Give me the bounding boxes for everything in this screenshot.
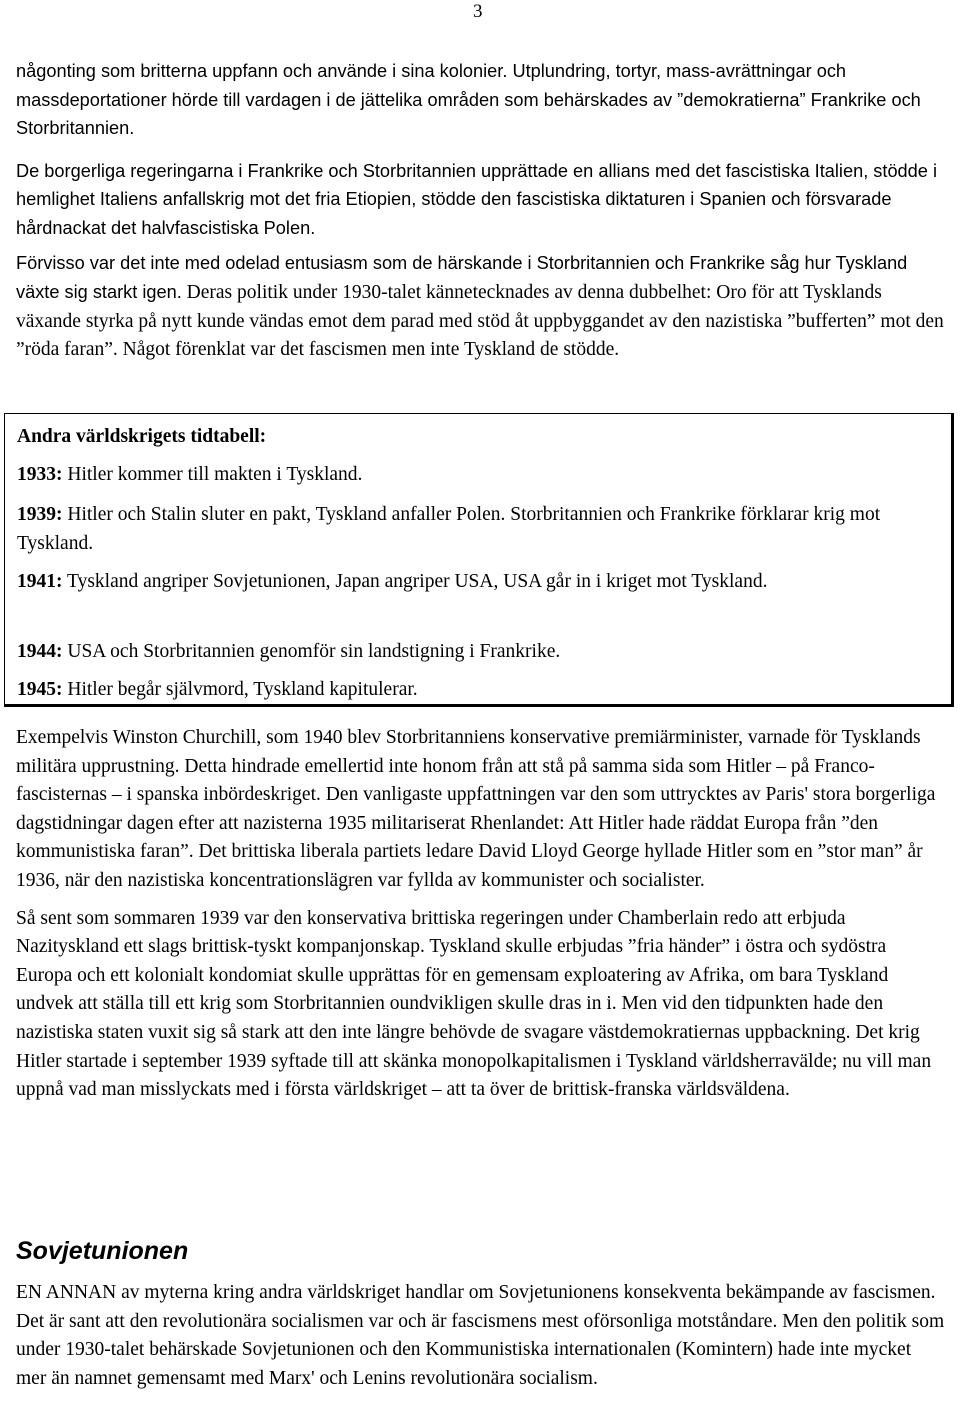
- timeline-box: [4, 413, 954, 707]
- timeline-entry-1939: [17, 501, 942, 558]
- timeline-title: Andra världskrigets tidtabell:: [17, 426, 267, 447]
- timeline-text: Tyskland angriper Sovjetunionen, Japan angriper USA, USA går in i kriget mot Tyskland.: [62, 571, 768, 592]
- timeline-year: 1941:: [17, 571, 63, 592]
- section-heading: Sovjetunionen: [16, 1237, 189, 1265]
- article-body-lower: [16, 724, 946, 1105]
- page-number: 3: [473, 1, 483, 22]
- timeline-text: Hitler kommer till makten i Tyskland.: [62, 464, 363, 485]
- timeline-year: 1933:: [17, 464, 63, 485]
- article-body-soviet: [16, 1279, 946, 1393]
- paragraph-churchill: Exempelvis Winston Churchill, som 1940 blev Storbritanniens konservative premiärminister, varnade för Tysklands militära upprustning. Detta hindrade emellertid inte honom från att stå på samma sida som Hitler – på Franco-fascisternas – i spanska inbördeskriget. Den vanligaste uppfattningen var den som uttrycktes av Paris' stora borgerliga dagstidningar dagen efter att nazisterna 1935 militariserat Rhenlandet: Att Hitler hade räddat Europa från ”den kommunistiska faran”. Det brittiska liberala partiets ledare David Lloyd George hyllade Hitler som en ”stor man” år 1936, när den nazistiska koncentrationslägren var fyllda av kommunister och socialister.: [16, 727, 936, 891]
- paragraph-ambivalence: [16, 249, 946, 365]
- timeline-text: Hitler begår självmord, Tyskland kapitulerar.: [62, 679, 418, 700]
- paragraph-alliance: De borgerliga regeringarna i Frankrike och Storbritannien upprättade en allians med det fascistiska Italien, stödde i hemlighet Italiens anfallskrig mot det fria Etiopien, stödde den fascistiska diktaturen i Spanien och försvarade hårdnackat det halvfascistiska Polen.: [16, 160, 937, 238]
- paragraph-ambivalence-serif: Deras politik under 1930-talet kännetecknades av denna dubbelhet: Oro för att Tysklands växande styrka på nytt kunde vändas emot dem parad med stöd åt uppbyggandet av den nazistiska ”bufferten” mot den ”röda faran”. Något förenklat var det fascismen men inte Tyskland de stödde.: [16, 282, 944, 361]
- timeline-year: 1945:: [17, 679, 63, 700]
- paragraph-chamberlain: Så sent som sommaren 1939 var den konservativa brittiska regeringen under Chamberlain redo att erbjuda Nazityskland ett slags brittisk-tyskt kompanjonskap. Tyskland skulle erbjudas ”fria händer” i östra och sydöstra Europa och ett kolonialt kondomiat skulle upprättas för en gemensam exploatering av Afrika, om bara Tyskland undvek att ställa till ett krig som Storbritannien oundvikligen skulle dras in i. Men vid den tidpunkten hade den nazistiska staten vuxit sig så stark att den inte längre behövde de svagare västdemokratiernas uppbackning. Det krig Hitler startade i september 1939 syftade till att skänka monopolkapitalismen i Tyskland världsherravälde; nu vill man uppnå vad man misslyckats med i första världskriget – att ta över de brittisk-franska världsväldena.: [16, 907, 932, 1101]
- paragraph-soviet: EN ANNAN av myterna kring andra världskriget handlar om Sovjetunionens konsekventa bekämpande av fascismen. Det är sant att den revolutionära socialismen var och är fascismens mest oförsonliga motståndare. Men den politik som under 1930-talet behärskade Sovjetunionen och den Kommunistiska internationalen (Komintern) hade inte mycket mer än namnet gemensamt med Marx' och Lenins revolutionära socialism.: [16, 1282, 945, 1389]
- timeline-text: USA och Storbritannien genomför sin landstigning i Frankrike.: [62, 641, 561, 662]
- timeline-entry-1933: [17, 461, 942, 490]
- paragraph-colonies: någonting som britterna uppfann och använde i sina kolonier. Utplundring, tortyr, mass-avrättningar och massdeportationer hörde till vardagen i de jättelika områden som behärskades av ”demokratierna” Frankrike och Storbritannien.: [16, 61, 921, 139]
- timeline-entry-1944: [17, 638, 942, 667]
- timeline-year: 1939:: [17, 504, 63, 525]
- timeline-entry-1945: [17, 676, 942, 705]
- paragraph-ambivalence-sans: Förvisso var det inte med odelad entusiasm som de härskande i Storbritannien och Frankrike såg hur Tyskland växte sig starkt igen.: [16, 252, 908, 303]
- timeline-text: Hitler och Stalin sluter en pakt, Tyskland anfaller Polen. Storbritannien och Frankrike förklarar krig mot Tyskland.: [17, 504, 881, 554]
- timeline-entry-1941: [17, 568, 942, 597]
- article-body: [16, 57, 946, 365]
- timeline-year: 1944:: [17, 641, 63, 662]
